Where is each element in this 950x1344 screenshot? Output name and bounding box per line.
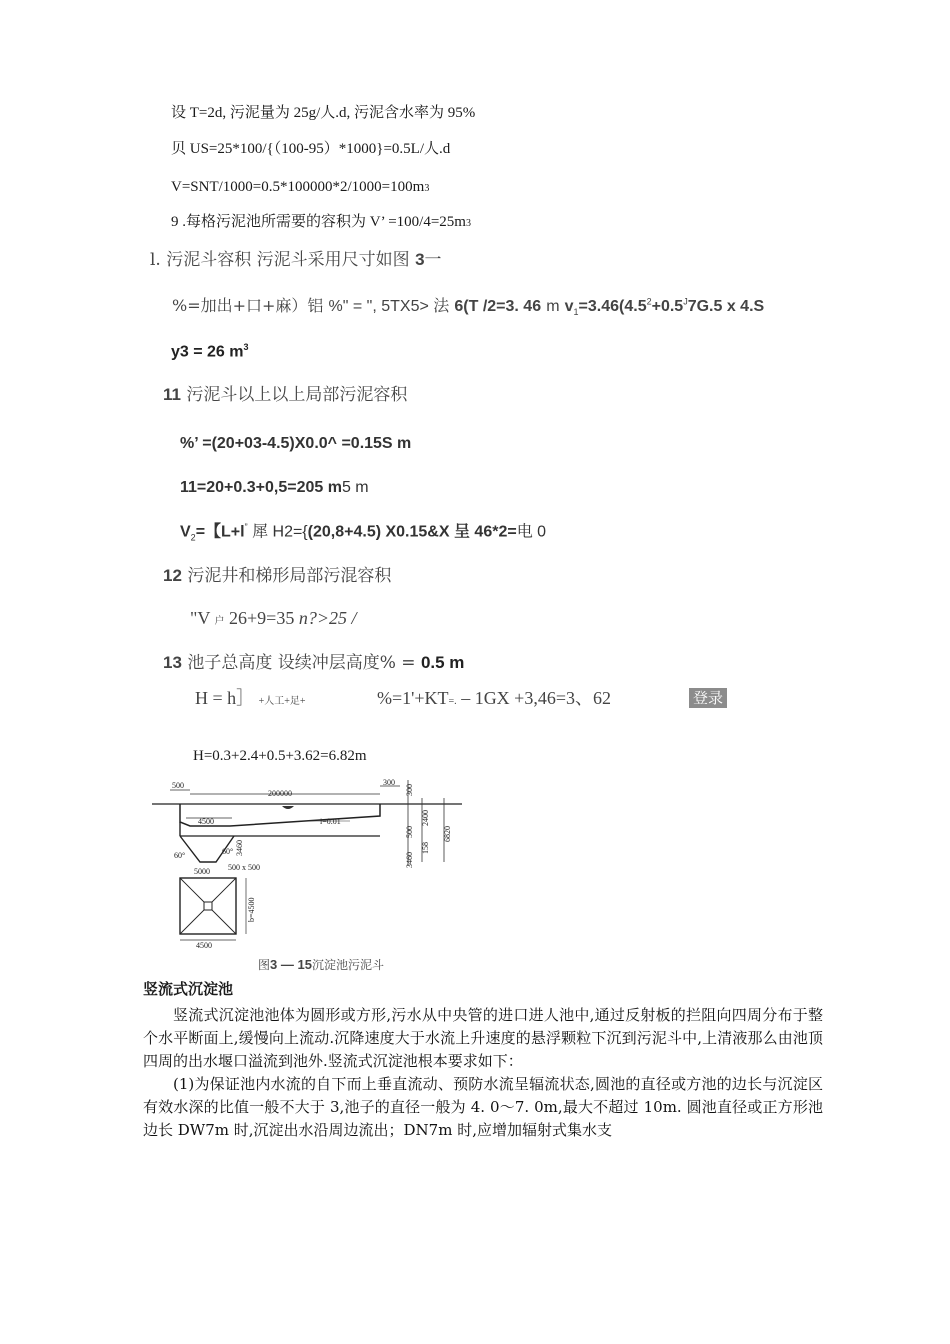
- calc-line-14-num: 13: [163, 653, 182, 672]
- calc-line-13: [190, 608, 357, 630]
- calc-line-1: [171, 104, 475, 122]
- calc-line-15: [195, 688, 306, 710]
- calc-line-3-text: V=SNT/1000=0.5*100000*2/1000=100m: [171, 179, 425, 195]
- angle-60-left: 60°: [174, 851, 186, 860]
- calc-line-6-e: v: [564, 298, 574, 315]
- calc-line-14: [163, 653, 464, 673]
- login-badge[interactable]: [689, 688, 727, 708]
- calc-line-4-sub: 3: [465, 218, 471, 229]
- dim-6820: 6820: [443, 826, 452, 842]
- angle-60-right: 60°: [222, 847, 234, 856]
- calc-line-6-b: %" = ", 5TX5> 法: [328, 298, 450, 315]
- calc-line-13-c: 26+9=35: [229, 608, 295, 628]
- dim-4500-bottom: 4500: [196, 941, 212, 950]
- calc-line-9: [180, 434, 411, 453]
- calc-line-14-text: 池子总高度 设续冲层高度%: [187, 653, 396, 673]
- calc-line-16-text: H=0.3+2.4+0.5+3.62=6.82m: [193, 748, 367, 764]
- calc-line-6-j: J: [683, 296, 688, 307]
- calc-line-15-b: +人工+足+: [258, 696, 306, 707]
- calc-line-15-c: %=1'+KT: [377, 688, 449, 708]
- dim-5000: 5000: [194, 867, 210, 876]
- calc-line-3: [171, 178, 429, 196]
- section-heading-text: 竖流式沉淀池: [143, 980, 234, 998]
- dim-b4500: b=4500: [247, 897, 256, 922]
- figure-caption: [258, 957, 384, 973]
- calc-line-6-d: m: [546, 298, 560, 315]
- calc-line-11-e: 犀 H2={: [252, 523, 308, 541]
- calc-line-4-text: 9 .每格污泥池所需要的容积为 V’ =100/4=25m: [171, 214, 466, 230]
- dim-500x500: 500 x 500: [228, 863, 260, 872]
- calc-line-13-b: 户: [214, 616, 225, 627]
- calc-line-7-sup: 3: [243, 342, 249, 352]
- dim-158: 158: [421, 842, 430, 854]
- calc-line-5-figno: 3: [415, 250, 425, 269]
- sludge-hopper-figure: [150, 776, 470, 952]
- calc-line-6-k: 7G.5 x 4.S: [687, 298, 765, 315]
- login-badge-label: 登录: [689, 688, 727, 708]
- calc-line-8: [163, 385, 407, 405]
- calc-line-6-a: %=加出+口+麻）铝: [172, 296, 324, 315]
- calc-line-6-f: 1: [573, 307, 579, 318]
- calc-line-1-text: 设 T=2d, 污泥量为 25g/人.d, 污泥含水率为 95%: [171, 105, 476, 121]
- calc-line-8-num: 11: [163, 385, 181, 404]
- calc-line-15-a: H = h］: [195, 688, 255, 708]
- dim-300-vert: 300: [405, 784, 414, 796]
- dim-2400: 2400: [421, 810, 430, 826]
- calc-line-11-b: 2: [190, 532, 196, 543]
- dim-3460-vert: 3460: [405, 852, 414, 868]
- calc-line-12: [163, 566, 391, 586]
- calc-line-11-c: =【L+l: [195, 523, 245, 541]
- calc-line-15-d: =.: [448, 696, 457, 707]
- calc-line-11-f: (20,8+4.5) X0.15&X 呈 46*2=: [307, 523, 517, 541]
- calc-line-14-val: 0.5 m: [420, 653, 465, 672]
- calc-line-13-d: n?>25 /: [298, 608, 357, 628]
- calc-line-2: [171, 140, 450, 158]
- section-paragraph-1: 竖流式沉淀池池体为圆形或方形,污水从中央管的进口进人池中,通过反射板的拦阻向四周分布于整个水平断面上,缓慢向上流动.沉降速度大于水流上升速度的悬浮颗粒下沉到污泥斗中,上清液那么由池顶四周的出水堰口溢流到池外.竖流式沉淀池根本要求如下：: [143, 1006, 823, 1070]
- calc-line-11-a: V: [180, 523, 191, 541]
- dim-200000: 200000: [268, 789, 292, 798]
- dim-500-vert: 500: [405, 826, 414, 838]
- calc-line-8-text: 污泥斗以上以上局部污泥容积: [186, 385, 408, 405]
- figure-caption-c: 沉淀池污泥斗: [311, 958, 384, 972]
- calc-line-6-i: +0.5: [651, 298, 684, 315]
- calc-line-15-right: [377, 688, 611, 710]
- calc-line-10-a: 11=20+0.3+0,5=205 m: [180, 479, 342, 496]
- calc-line-5-dash: 一: [424, 250, 442, 270]
- calc-line-7-text: y3 = 26 m: [171, 343, 244, 361]
- calc-line-10-b: 5 m: [341, 479, 369, 496]
- calc-line-5: [150, 250, 442, 270]
- calc-line-6-c: 6(T /2=3. 46: [454, 298, 542, 315]
- calc-line-2-text: 贝 US=25*100/{（100-95）*1000}=0.5L/人.d: [171, 141, 451, 157]
- calc-line-11: [180, 522, 546, 543]
- figure-caption-a: 图: [258, 958, 271, 972]
- dim-4500-tank: 4500: [198, 817, 214, 826]
- calc-line-12-text: 污泥井和梯形局部污混容积: [187, 566, 392, 586]
- calc-line-15-e: – 1GX +3,46=3、62: [461, 688, 611, 708]
- calc-line-13-a: "V: [190, 608, 211, 628]
- calc-line-11-g: 电 0: [516, 523, 547, 541]
- calc-line-14-eq: =: [401, 653, 416, 673]
- dim-500-top: 500: [172, 781, 184, 790]
- calc-line-9-text: %’ =(20+03-4.5)X0.0^ =0.15S m: [180, 435, 412, 452]
- calc-line-12-num: 12: [163, 566, 182, 585]
- slope-label: i=0.01: [320, 817, 341, 826]
- calc-line-7: [171, 342, 249, 362]
- calc-line-6-g: =3.46(4.5: [578, 298, 647, 315]
- calc-line-4: [171, 213, 471, 231]
- calc-line-11-d: ”: [244, 522, 248, 532]
- calc-line-10: [180, 478, 369, 497]
- calc-line-5-text: l. 污泥斗容积 污泥斗采用尺寸如图: [150, 250, 410, 270]
- dim-3460-hopper: 3460: [235, 840, 244, 856]
- calc-line-6-h: 2: [646, 296, 652, 307]
- section-body: [143, 1004, 823, 1142]
- figure-caption-b: 3 — 15: [270, 957, 312, 972]
- section-heading: [143, 980, 233, 998]
- calc-line-16: [193, 747, 367, 765]
- section-paragraph-2: (1)为保证池内水流的自下而上垂直流动、预防水流呈辐流状态,圆池的直径或方池的边长与沉淀区有效水深的比值一般不大于 3,池子的直径一般为 4. 0〜7. 0m,最大不超过 10m. 圆池直径或正方形池边长 DW7m 时,沉淀出水沿周边流出；DN7m 时,应增加辐射式集水支: [143, 1075, 823, 1139]
- calc-line-3-sub: 3: [424, 183, 430, 194]
- calc-line-6: [172, 296, 764, 318]
- dim-300-top: 300: [383, 778, 395, 787]
